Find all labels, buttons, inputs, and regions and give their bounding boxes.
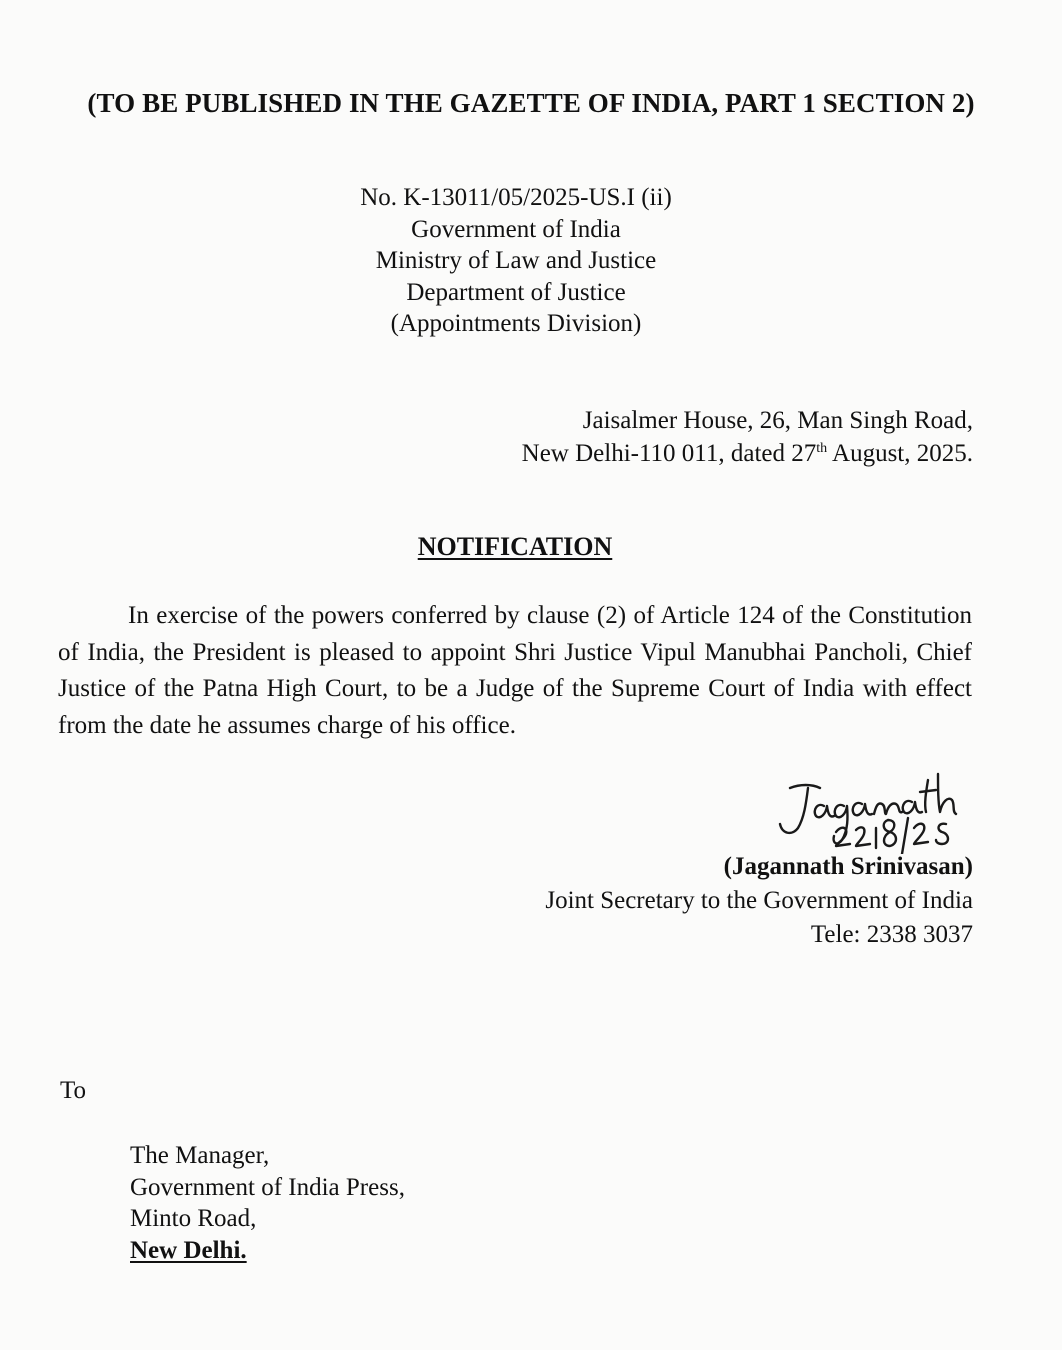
address-date-prefix: New Delhi-110 011, dated 27 [521,440,817,467]
file-number: No. K-13011/05/2025-US.I (ii) [360,184,672,211]
recipient-line-2: Government of India Press, [130,1173,405,1201]
signatory-block [545,850,973,952]
notification-body: In exercise of the powers conferred by clause (2) of Article 124 of the Constitution of India, the President is pleased to appoint Shri Justice Vipul Manubhai Pancholi, Chief Justice of the Patna High Court, to be a Judge of the Supreme Court of India with effect from the date he assumes charge of his office. [58,602,972,739]
to-label: To [60,1077,87,1104]
recipient-line-3: Minto Road, [130,1205,257,1232]
signatory-telephone: Tele: 2338 3037 [810,921,973,948]
address-line-2 [522,437,973,470]
government-name: Government of India [411,215,621,243]
handwritten-signature [752,762,962,854]
recipient-city: New Delhi. [130,1236,247,1264]
division-name: (Appointments Division) [390,310,642,337]
address-line-1: Jaisalmer House, 26, Man Singh Road, [582,407,973,434]
signatory-name: (Jagannath Srinivasan) [723,853,973,880]
address-date-suffix: August, 2025. [827,440,973,467]
signatory-designation: Joint Secretary to the Government of India [545,887,973,914]
address-block [522,404,973,470]
ministry-name: Ministry of Law and Justice [375,247,657,274]
letterhead-block [0,182,1032,340]
notification-title: NOTIFICATION [417,532,613,561]
date-ordinal-suffix: th [816,441,828,456]
recipient-block [130,1140,405,1266]
department-name: Department of Justice [406,278,626,306]
gazette-heading: (TO BE PUBLISHED IN THE GAZETTE OF INDIA, PART 1 SECTION 2) [87,88,975,118]
recipient-line-1: The Manager, [130,1142,270,1169]
